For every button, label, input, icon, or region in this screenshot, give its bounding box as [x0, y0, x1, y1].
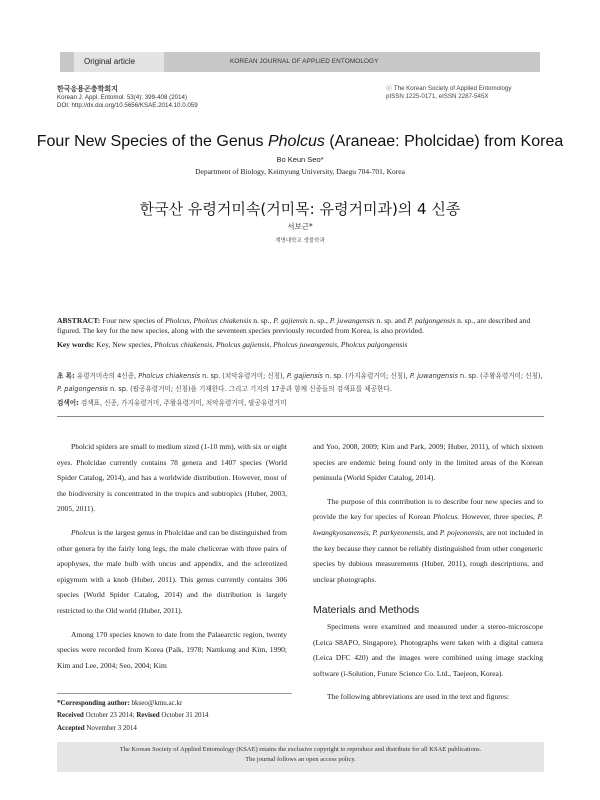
abstract-korean-species: P. juwangensis — [409, 372, 458, 380]
body-paragraph — [313, 494, 543, 588]
genus-name: Pholcus. — [433, 512, 460, 522]
revised-date: October 31 2014 — [159, 711, 209, 720]
abstract-species: P. palgongensis — [407, 316, 456, 325]
citation-block — [57, 85, 337, 110]
abstract-species: Pholcus chiakensis — [193, 316, 252, 325]
body-paragraph: Pholcid spiders are small to medium sized (1-10 mm), with six or eight eyes. Pholcidae currently contains 78 genera and 1407 species (World Spider Catalog, 2014), and has a worldwide distribution. However, most of the biodiversity is concentrated in the tropics and subtropics (Huber, 2003, 2005, 2011). — [57, 442, 287, 514]
species-name: P. pojeonensis, — [439, 527, 485, 537]
body-paragraph: The following abbreviations are used in the text and figures: — [327, 692, 510, 702]
body-paragraph: Among 170 species known to date from the Palaearctic region, twenty species were recorded from Korea (Paik, 1978; Namkung and Kim, 1990; Kim and Lee, 2004; Seo, 2004; Kim — [57, 629, 287, 670]
abstract-korean — [57, 370, 544, 411]
received-line — [57, 709, 292, 721]
body-text: are not included in the key because they cannot be reliably distinguished from other congeneric species by dubious measurements (Huber, 2011), rough descriptions, and unclear photographs. — [313, 527, 544, 584]
body-paragraph: Specimens were examined and measured under a stereo-microscope (Leica S8APO, Singapore). Photographs were taken with a digital camera (Leica DFC 420) and the images were combined using image stacking software (i-Solution, Future Science Co. Ltd., Taejeon, Korea). — [313, 621, 543, 678]
citation-line: Korean J. Appl. Entomol. 53(4): 399-408 (2014) — [57, 94, 188, 101]
journal-header — [0, 0, 600, 80]
abstract-korean-text: n. sp. (치악유령거미; 신칭), — [200, 372, 287, 380]
abstract-text: Four new species of — [100, 316, 166, 325]
section-divider — [57, 416, 544, 417]
corresponding-author-email[interactable]: bkseo@kmu.ac.kr — [129, 699, 183, 707]
abstract-text: n. sp., — [251, 316, 274, 325]
genus-name: Pholcus — [71, 527, 96, 537]
body-text: and — [425, 527, 440, 537]
abstract-english — [57, 316, 544, 353]
body-column-left — [57, 439, 287, 673]
article-type-tag: Original article — [74, 52, 164, 72]
keywords-korean-paragraph — [57, 397, 544, 410]
abstract-korean-species: Pholcus chiakensis — [138, 372, 201, 380]
abstract-text: , — [189, 316, 194, 325]
abstract-korean-text: n. sp. (팔공유령거미; 신칭)을 기재한다. 그리고 기지의 17종과 함께 신종들의 검색표를 제공한다. — [107, 385, 392, 393]
corresponding-author-label: *Corresponding author: — [57, 699, 130, 707]
abstract-genus: Pholcus — [165, 316, 190, 325]
keywords-paragraph — [57, 340, 544, 350]
abstract-text: n. sp., — [307, 316, 330, 325]
abstract-korean-paragraph — [57, 370, 544, 396]
received-date: October 23 2014; — [83, 711, 137, 720]
author-name-korean: 서보근* — [287, 222, 313, 231]
abstract-label: ABSTRACT: — [57, 316, 101, 325]
body-paragraph: and Yoo, 2008, 2009; Kim and Park, 2009; Huber, 2011), of which sixteen species are endemic being found only in the limited areas of the Korean peninsula (World Spider Catalog, 2014). — [313, 442, 543, 483]
accepted-line — [57, 722, 292, 734]
keywords-korean-label: 검색어: — [57, 399, 79, 407]
footer-line: The Korean Society of Applied Entomology (KSAE) retains the exclusive copyright to reproduce and distribute for all KSAE publications. — [119, 746, 482, 753]
body-text: is the largest genus in Pholcidae and can be distinguished from other genera by the fairly long legs, the male chelicerae with three pairs of apophyses, the male bulb with uncus and appendix, and the sclerotized epigynum with a knob (Huber, 2011). This genus currently contains 306 species (World Spider Catalog, 2014) and the distribution is largely restricted to the Old world (Huber, 2011). — [57, 527, 287, 615]
keywords-text: Key, New species, — [94, 339, 155, 349]
title-text-end: (Araneae: Pholcidae) from Korea — [324, 133, 564, 150]
title-genus: Pholcus — [267, 133, 325, 150]
abstract-korean-text: n. sp. (주왕유령거미; 신칭), — [457, 372, 543, 380]
received-label: Received — [57, 711, 84, 720]
title-text: Four New Species of the Genus — [36, 133, 268, 150]
body-paragraph — [57, 525, 287, 619]
copyright-line: ⓒ The Korean Society of Applied Entomology — [386, 85, 512, 92]
paper-title-korean: 한국산 유령거미속(거미목: 유령거미과)의 4 신종 — [139, 200, 461, 218]
species-names: P. kwangkyosanensis, P. parkyeonensis, — [313, 512, 543, 537]
abstract-species: P. juwangensis — [329, 316, 375, 325]
keywords-korean-text: 검색표, 신종, 가지유령거미, 주왕유령거미, 치악유령거미, 팔공유령거미 — [78, 399, 287, 407]
corresponding-author-line — [57, 697, 292, 709]
paper-title — [0, 133, 600, 151]
journal-name: KOREAN JOURNAL OF APPLIED ENTOMOLOGY — [230, 58, 379, 65]
abstract-species: P. gajiensis — [273, 316, 308, 325]
copyright-footer — [57, 742, 544, 772]
body-column-right — [313, 439, 543, 705]
abstract-text: n. sp. and — [374, 316, 408, 325]
body-text: The purpose of this contribution is to describe four new species and to provide the key for species of Korean — [313, 496, 543, 522]
copyright-block — [386, 85, 556, 101]
abstract-korean-text: n. sp. (가지유령거미; 신칭), — [323, 372, 410, 380]
author-affiliation-korean: 계명대학교 생물학과 — [275, 238, 325, 244]
accepted-date: November 3 2014 — [84, 723, 137, 732]
abstract-korean-species: P. palgongensis — [57, 385, 108, 393]
keywords-label: Key words: — [57, 339, 95, 349]
keywords-species: Pholcus chiakensis, Pholcus gajiensis, Pholcus juwangensis, Pholcus palgongensis — [154, 339, 408, 349]
body-text: However, three species, — [459, 512, 538, 522]
abstract-korean-text: 유령거미속의 4신종, — [74, 372, 139, 380]
revised-label: Revised — [136, 711, 160, 720]
footer-line: The journal follows an open access policy. — [245, 756, 356, 763]
abstract-text: n. sp., are described and figured. The key for the new species, along with the seventeen species previously recorded from Korea, is also provided. — [57, 316, 531, 336]
abstract-korean-label: 초 록: — [57, 372, 75, 380]
journal-name-korean: 한국응용곤충학회지 — [57, 86, 118, 93]
accepted-label: Accepted — [57, 723, 85, 732]
correspondence-footnote — [57, 693, 292, 734]
author-affiliation: Department of Biology, Keimyung University, Daegu 704-701, Korea — [195, 167, 405, 176]
issn-line: pISSN 1225-0171, eISSN 2287-545X — [386, 93, 489, 100]
section-heading-materials-methods: Materials and Methods — [313, 604, 420, 617]
doi-link[interactable]: DOI: http://dx.doi.org/10.5656/KSAE.2014.10.0.059 — [57, 102, 198, 109]
abstract-paragraph — [57, 316, 544, 337]
abstract-korean-species: P. gajiensis — [286, 372, 323, 380]
author-name: Bo Keun Seo* — [276, 155, 324, 164]
